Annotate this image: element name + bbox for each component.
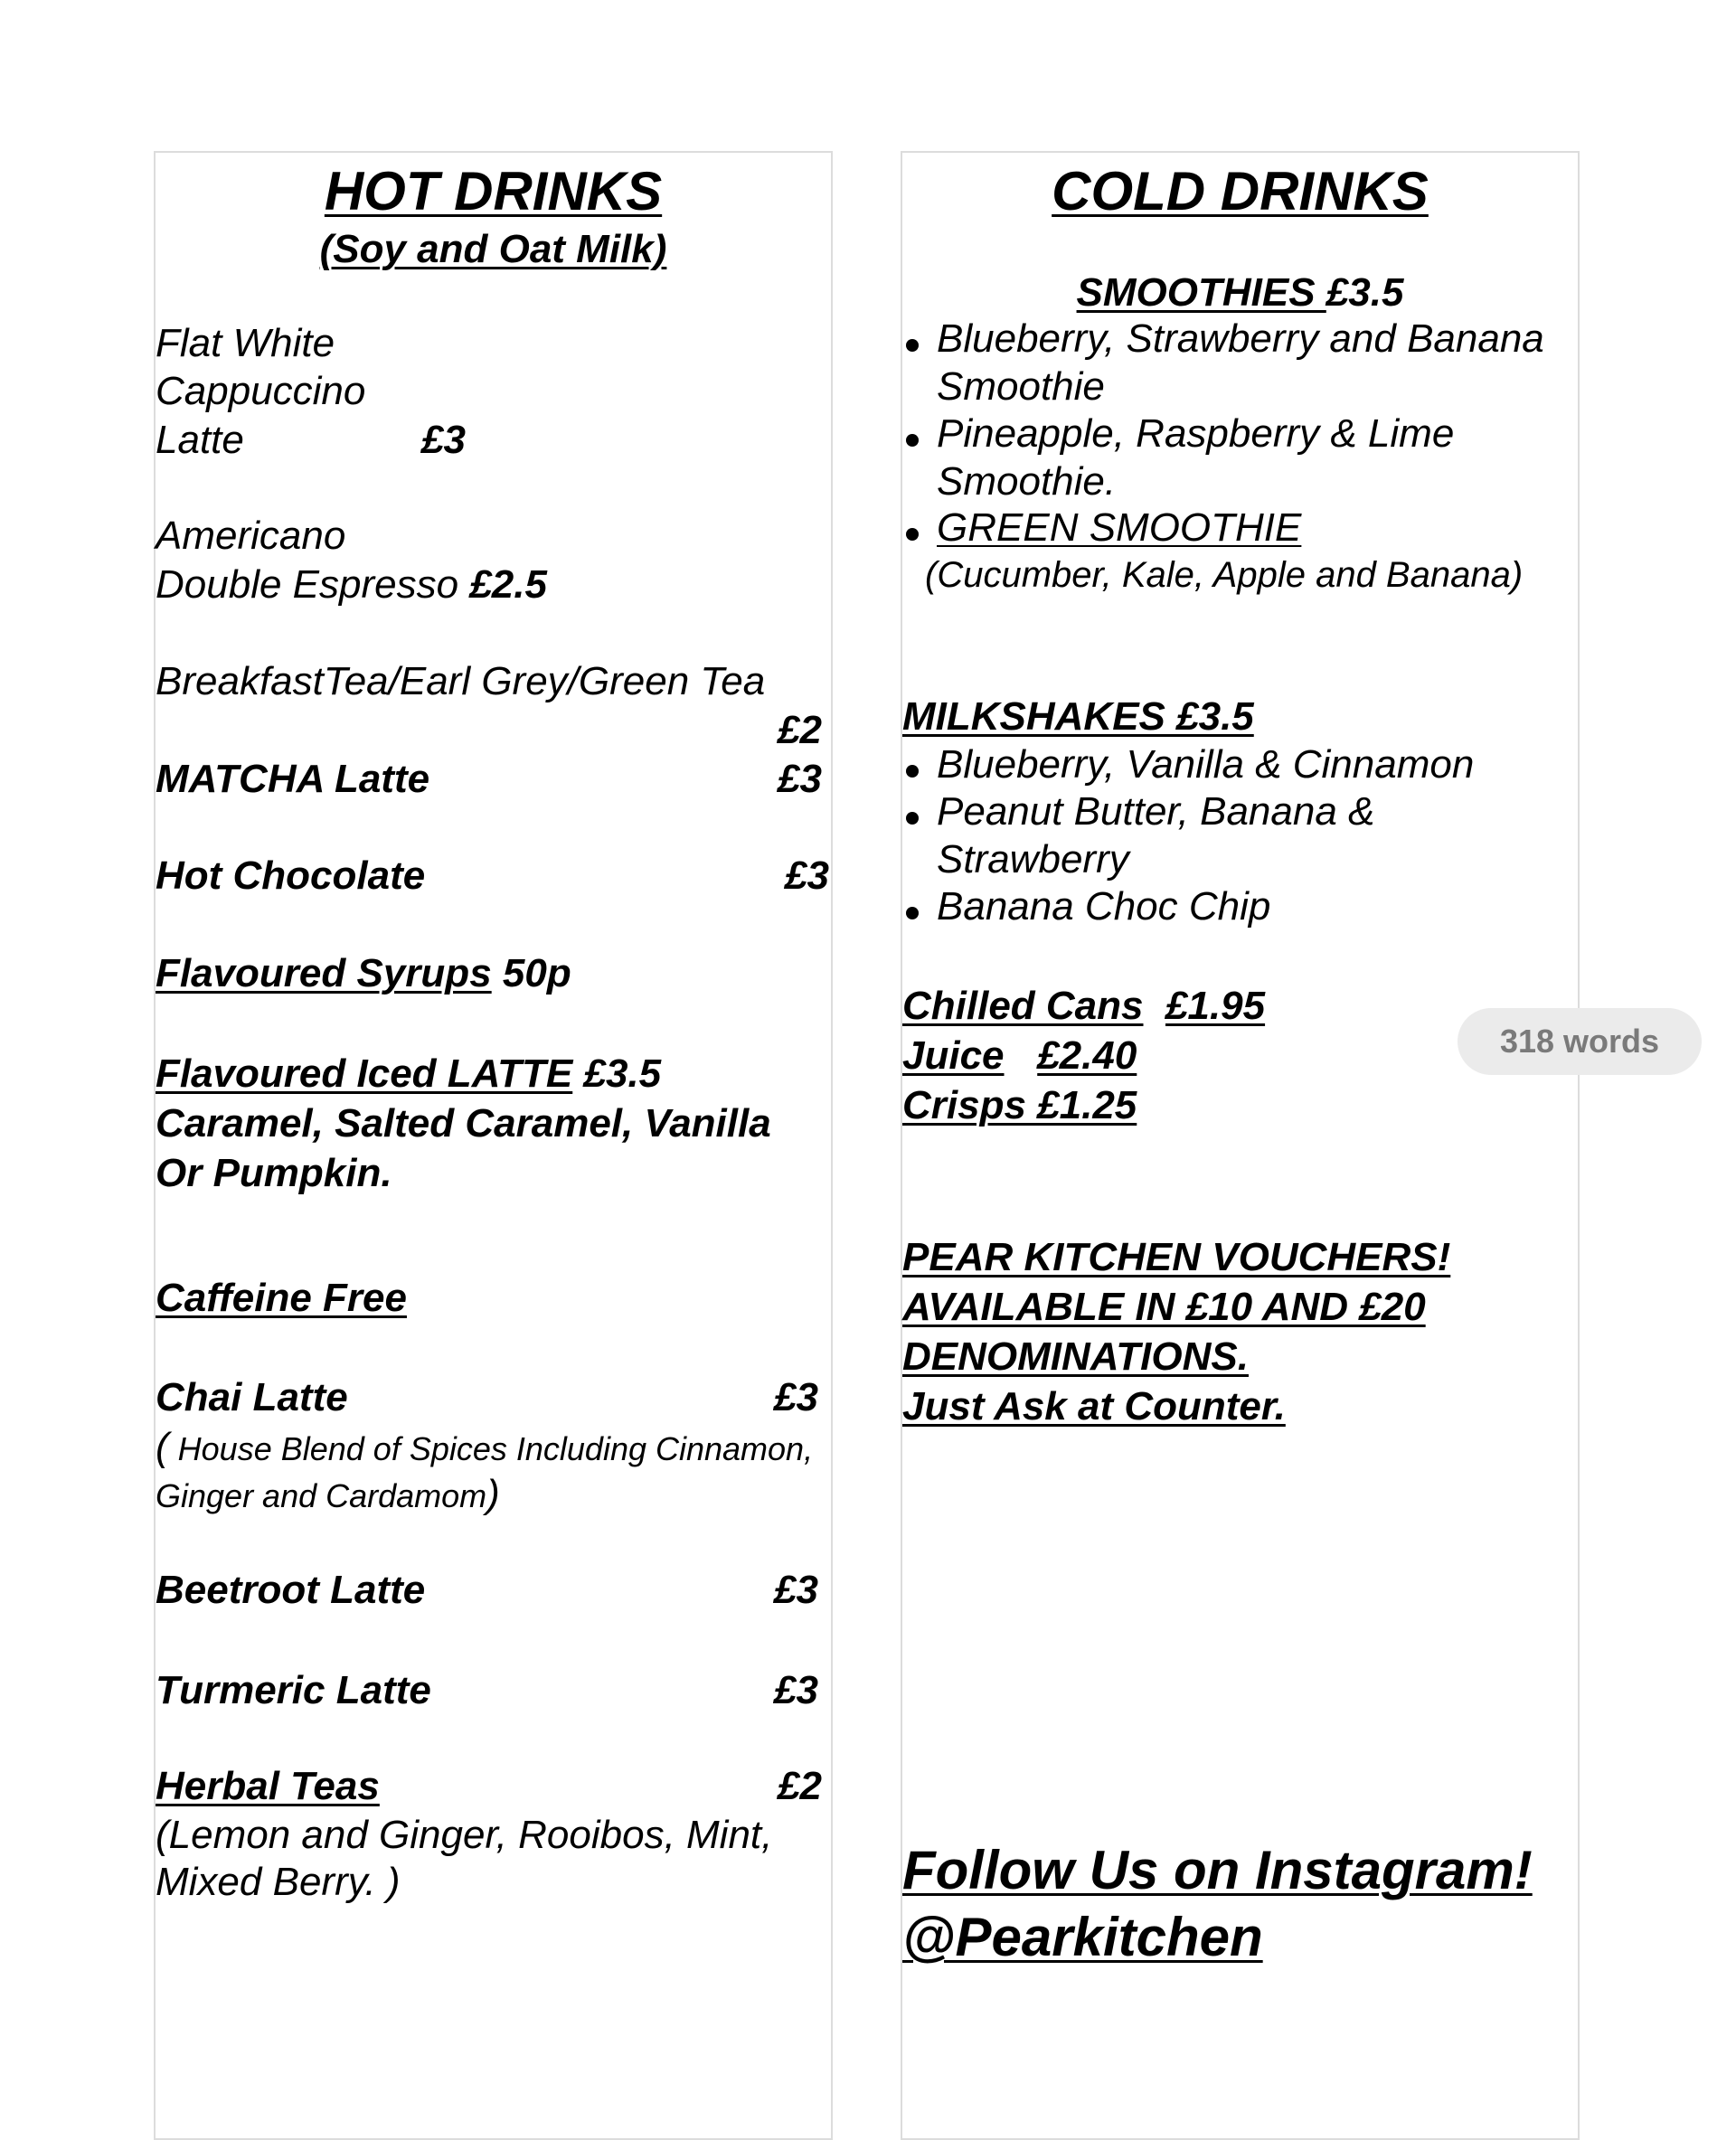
hot-drinks-column <box>154 151 833 2140</box>
menu-price: £3.5 <box>1326 270 1404 315</box>
word-count-badge[interactable]: 318 words <box>1458 1008 1702 1075</box>
menu-item: Crisps £1.25 <box>902 1083 1137 1127</box>
menu-item: Americano <box>156 514 346 558</box>
menu-item: Herbal Teas <box>156 1764 380 1808</box>
list-item: Smoothie. <box>937 459 1117 504</box>
bullet-icon <box>906 812 919 825</box>
menu-item: Hot Chocolate <box>156 853 426 898</box>
menu-price: £3 <box>774 1668 818 1712</box>
menu-item-desc: Or Pumpkin. <box>156 1151 392 1195</box>
section-heading: Caffeine Free <box>156 1276 407 1320</box>
bullet-icon <box>906 339 919 352</box>
menu-item: Latte <box>156 418 244 462</box>
instagram-follow: Follow Us on Instagram! <box>902 1840 1533 1900</box>
list-item: Strawberry <box>937 837 1129 881</box>
menu-price: £3 <box>785 853 829 898</box>
section-heading: SMOOTHIES £3.5 <box>1076 270 1404 315</box>
menu-item: Flavoured Syrups 50p <box>156 951 571 995</box>
menu-item-desc: ( House Blend of Spices Including Cinnamon, <box>156 1425 814 1469</box>
voucher-text: PEAR KITCHEN VOUCHERS! <box>902 1235 1451 1279</box>
list-item: Blueberry, Vanilla & Cinnamon <box>937 742 1475 787</box>
menu-item: Double Espresso £2.5 <box>156 562 547 607</box>
menu-item: Cappuccino <box>156 369 366 413</box>
menu-price: £2.40 <box>1037 1033 1137 1078</box>
menu-item: Beetroot Latte <box>156 1568 426 1612</box>
section-heading: MILKSHAKES £3.5 <box>902 694 1254 739</box>
menu-item: Flat White <box>156 321 335 365</box>
list-item: Blueberry, Strawberry and Banana <box>937 316 1544 361</box>
list-item: Smoothie <box>937 364 1105 409</box>
instagram-handle[interactable]: @Pearkitchen <box>902 1907 1263 1967</box>
menu-item-desc: Mixed Berry. ) <box>156 1860 401 1904</box>
menu-price: £2 <box>778 708 822 752</box>
cold-drinks-title: COLD DRINKS <box>1052 161 1429 222</box>
menu-price: £3 <box>774 1375 818 1419</box>
bullet-icon <box>906 907 919 919</box>
menu-item: Turmeric Latte <box>156 1668 431 1712</box>
voucher-text: AVAILABLE IN £10 AND £20 <box>902 1285 1426 1329</box>
menu-price: £2 <box>778 1764 822 1808</box>
bullet-icon <box>906 528 919 541</box>
list-item: Banana Choc Chip <box>937 884 1271 929</box>
menu-price: £3 <box>778 757 822 801</box>
menu-item: Chai Latte <box>156 1375 348 1419</box>
menu-price: £2.5 <box>469 562 547 607</box>
list-item: Pineapple, Raspberry & Lime <box>937 411 1455 456</box>
menu-item: Chilled Cans £1.95 <box>902 984 1266 1028</box>
list-item: GREEN SMOOTHIE <box>937 505 1302 550</box>
bullet-icon <box>906 434 919 447</box>
menu-item-desc: Ginger and Cardamom) <box>156 1472 500 1516</box>
menu-price: 50p <box>502 951 571 995</box>
menu-item: Juice £2.40 <box>902 1033 1137 1078</box>
menu-price: £3.5 <box>583 1051 662 1096</box>
hot-drinks-subtitle: (Soy and Oat Milk) <box>319 227 667 271</box>
list-item-desc: (Cucumber, Kale, Apple and Banana) <box>925 555 1524 595</box>
menu-item-desc: Caramel, Salted Caramel, Vanilla <box>156 1101 771 1145</box>
voucher-text: Just Ask at Counter. <box>902 1384 1286 1428</box>
cold-drinks-column <box>901 151 1580 2140</box>
menu-item-desc: (Lemon and Ginger, Rooibos, Mint, <box>156 1813 773 1857</box>
hot-drinks-title: HOT DRINKS <box>324 161 663 222</box>
menu-price: £3 <box>421 418 466 462</box>
menu-item: MATCHA Latte <box>156 757 430 801</box>
menu-price: £3 <box>774 1568 818 1612</box>
list-item: Peanut Butter, Banana & <box>937 789 1375 834</box>
voucher-text: DENOMINATIONS. <box>902 1334 1249 1379</box>
menu-item: Flavoured Iced LATTE £3.5 <box>156 1051 662 1096</box>
menu-item: BreakfastTea/Earl Grey/Green Tea <box>156 659 766 703</box>
menu-price: £1.95 <box>1165 984 1266 1028</box>
bullet-icon <box>906 765 919 778</box>
